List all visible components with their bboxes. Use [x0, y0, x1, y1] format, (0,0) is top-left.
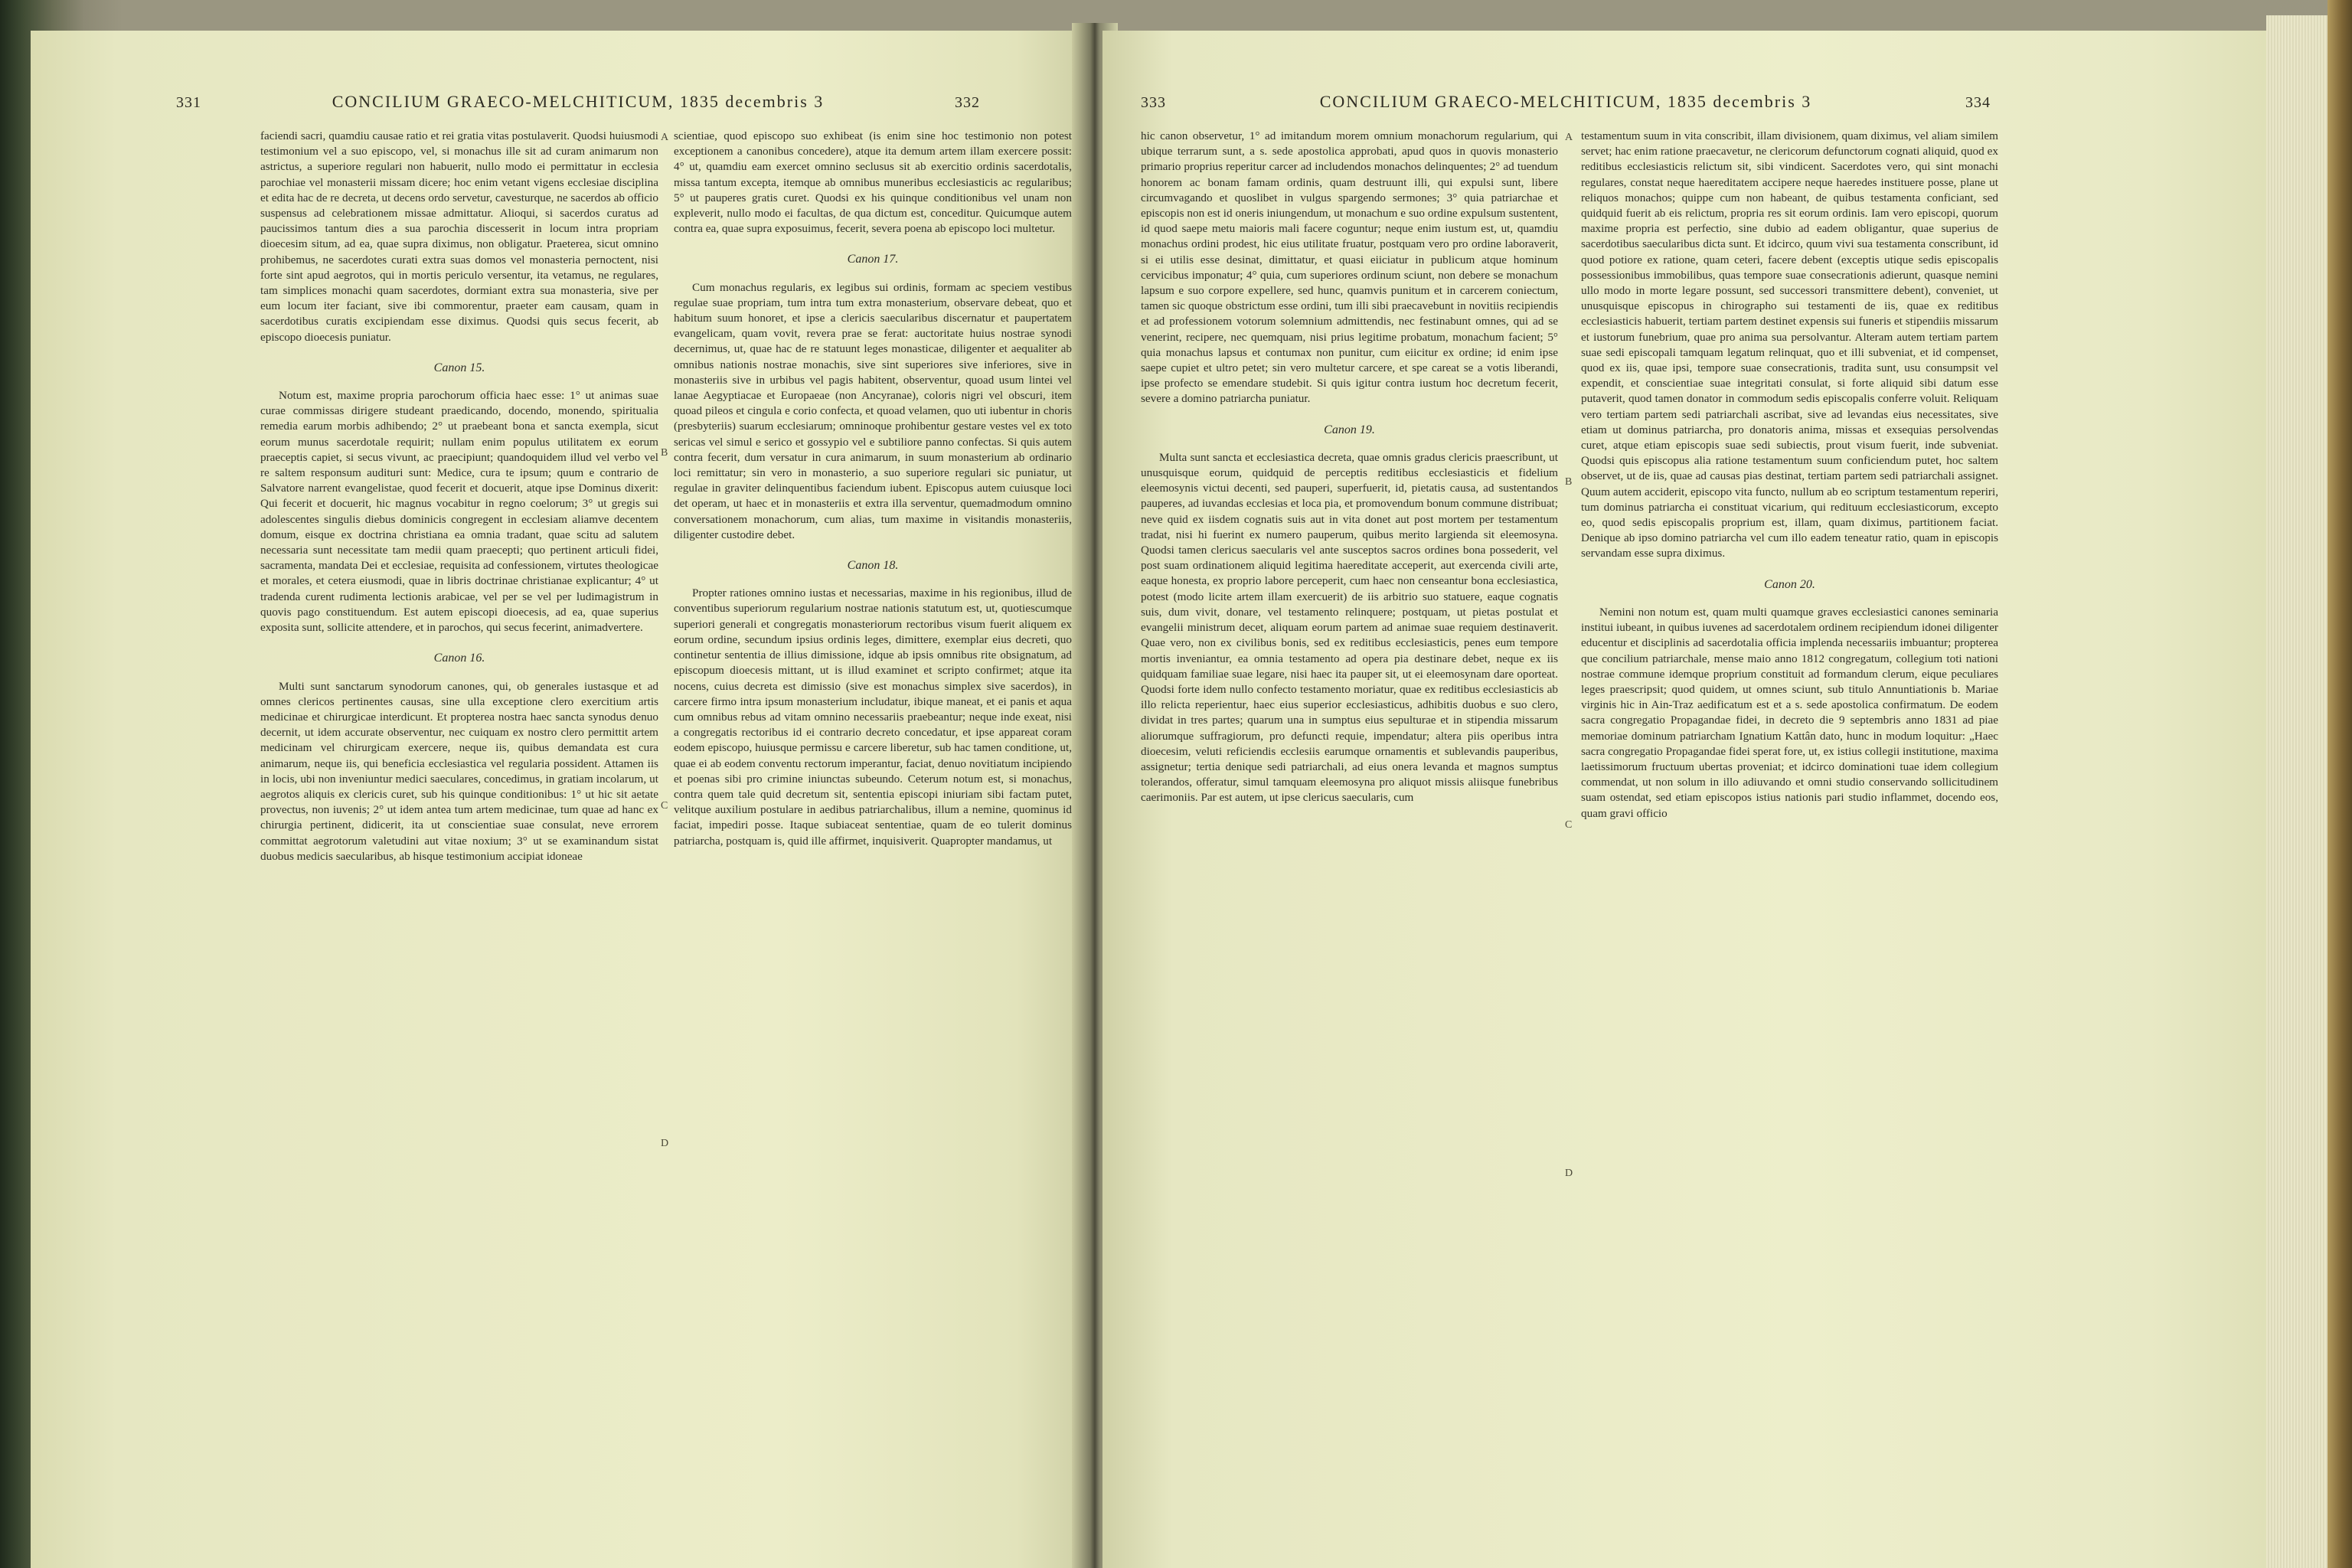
margin-letter-b-left: B: [661, 447, 668, 459]
canon-heading: Canon 17.: [847, 253, 899, 266]
left-page-column-2: [674, 129, 1072, 1568]
canon-heading: Canon 16.: [433, 652, 485, 665]
page-number-331: 331: [176, 94, 201, 111]
canon-heading: Canon 15.: [433, 361, 485, 374]
page-number-334: 334: [1965, 94, 1991, 111]
canon-heading: Canon 19.: [1324, 423, 1375, 436]
body-paragraph: Notum est, maxime propria parochorum officia haec esse: 1° ut animas suae curae commissas dirigere studeant praedicando, docendo, monendo, spiritualia remedia earum morbis adhibendo; 2° ut praebeant bona et sancta exempla, sicut eorum munus sacerdotale requirit; nullam enim populus utilitatem ex eorum praeceptis capiet, si secus vivunt, ac praecipiunt; quandoquidem illud vel verbo vel re saltem responsum audituri sunt: Medice, cura te ipsum; quum e contrario de Salvatore narrent evangelistae, quod fecerit et docuerit, atque ipse Dominus dixerit: Qui fecerit et docuerit, hic magnus vocabitur in regno coelorum; 3° ut gregis sui adolescentes singulis diebus dominicis congregent in ecclesiam aliamve decentem domum, eisque ex doctrina christiana ea omnia tradant, quae scitu ad salutem necessaria sunt necessitate tam medii quam praecepti; quo pertinent articuli fidei, sacramenta, mandata Dei et ecclesiae, requisita ad confessionem, virtutes theologicae et morales, et cetera eiusmodi, quae in libris doctrinae christianae explicantur; 4° ut tradenda curent rudimenta lectionis arabicae, vel per se vel per ludimagistrum in quovis pago constituendum. Est autem episcopi dioecesis, ad ea, quae superius exposita sunt, sollicite attendere, et in parochos, qui secus fecerint, animadvertere.: [260, 389, 658, 635]
body-paragraph: testamentum suum in vita conscribit, illam divisionem, quam diximus, vel aliam similem servet; hac enim ratione praecavetur, ne clericorum defunctorum cognati aliquid, quod ex reditibus ecclesiasticis relictum sit, sibi vindicent. Sacerdotes vero, qui sint monachi regulares, constat neque haereditatem accipere neque haeredes instituere posse, plane ut reliquos monachos; quippe cum non habeant, de quibus testamenta conficiant, sed quidquid fuerit ab eis relictum, propria res sit eorum ordinis. Iam vero episcopi, quorum maxime propria est perfectio, sine dubio ad eadem obligantur, quae superius de sacerdotibus saecularibus dicta sunt. Et idcirco, quum vivi sua testamenta conscribunt, id quod potiore ex ratione, quam ceteri, facere debent (exceptis utique sedis episcopalis possessionibus immobilibus, quas tempore suae consecrationis adierunt, quasque nemini ullo modo in morte legare possunt, sed successori transmittere debent), conveniet, ut unusquisque episcopus in chirographo sui testamenti de iis, quae ex reditibus ecclesiasticis habuerit, tertiam partem destinet expensis sui funeris et stipendiis missarum et iustorum funebrium, quae pro anima sua persolvantur. Alteram autem tertiam partem suae sedi episcopali tamquam legatum relinquat, quo et illi subveniat, et id compenset, quod ex iis, quae ipsi, tempore suae consecrationis, tradita sunt, usu consumpsit vel expendit, et conscientiae suae integritati consulat, si forte aliquid sibi datum esse putaverit, quod tamen donator in commodum sedis episcopalis conferre voluit. Reliquam vero tertiam partem sedi patriarchali ascribat, sive ad levandas eius necessitates, sive etiam ut dominus patriarcha, pro donatoris anima, missas et exsequias persolvendas curet, atque etiam episcopis suae sedi subiectis, prout visum fuerit, inde subveniat. Quodsi quis episcopus alia ratione testamentum suum conficiendum putet, hoc saltem observet, ut de iis, quae ad causas pias destinat, tertiam partem sedi patriarchali assignet. Quum autem acciderit, episcopo vita functo, nullum ab eo scriptum testamentum reperiri, tum dominus patriarcha ei constituat vicarium, qui redituum ecclesiasticorum, excepto eo, quod sedis episcopalis proprium est, illam, quam diximus, partitionem faciat. Denique ab ipso domino patriarcha vel cum illo eadem teneatur ratio, quam in episcopis servandam esse supra diximus.: [1581, 129, 1998, 560]
margin-letter-b-right: B: [1565, 476, 1573, 488]
body-paragraph: faciendi sacri, quamdiu causae ratio et rei gratia vitas postulaverit. Quodsi huiusmodi testimonium vel a suo episcopo, vel, si monachus ille sit ad curam animarum non astrictus, a superiore regulari non habuerit, nullo modo ei permittatur in ecclesia parochiae vel monasterii missam dicere; hoc enim vetant vigens ecclesiae disciplina et edita hac de re decreta, ut decens ordo servetur, cavesturque, ne sacerdos ab officio suspensus ad celebrationem missae admittatur. Alioqui, si sacerdos curatus ad paucissimos tantum dies a sua parochia discesserit in locum intra propriam dioecesim situm, ad ea, quae supra diximus, non obligatur. Praeterea, sicut omnino prohibemus, ne sacerdotes curati extra suas domos vel monasteria pernoctent, nisi forte sint apud aegrotos, qui in mortis periculo versentur, ita vetamus, ne regulares, tam simplices monachi quam sacerdotes, dormiant extra sua monasteria, sive per eum locum iter faciant, sive ibi commorentur, praeter eam causam, quam in sacerdotibus curatis excipiendam esse diximus. Quodsi quis secus fecerit, ab episcopo dioecesis puniatur.: [260, 129, 658, 344]
canon-heading: Canon 20.: [1764, 577, 1815, 591]
margin-letter-a-left: A: [661, 132, 669, 143]
right-page-column-2: [1581, 129, 1998, 1568]
margin-letter-d-left: D: [661, 1138, 669, 1149]
right-page-header: [1141, 92, 1991, 122]
page-number-332: 332: [955, 94, 980, 111]
body-paragraph: Cum monachus regularis, ex legibus sui ordinis, formam ac speciem vestibus regulae suae propriam, tum intra tum extra monasterium, observare debeat, quo et habitum suum honoret, et ipse a clericis saecularibus discernatur et paupertatem evangelicam, quam vovit, revera prae se ferat: auctoritate huius nostrae synodi decernimus, ut, quae hac de re statuunt leges monasticae, diligenter et aequaliter ab omnibus nationis nostrae monachis, sive sint superiores sive inferiores, sive in monasteriis sive in urbibus vel pagis habitent, observentur, quoad usum lintei vel lanae Aegyptiacae et Europaeae (non Ancyranae), coloris nigri vel obscuri, item quoad pileos et cingula e corio confecta, et quoad velamen, quo uti iubentur in choris (presbyteriis) suarum ecclesiarum; omninoque prohibentur gestare vestes vel ex toto sericas vel simul e serico et gossypio vel e subtiliore panno confectas. Si quis autem contra fecerit, dum versatur in cura animarum, in suum monasterium ab ordinario loci remittatur; sin vero in monasterio, a suo superiore regulari sic puniatur, ut regulae in graviter delinquentibus faciendum iubent. Episcopus autem cuiusque loci det operam, ut haec et in monasteriis et extra illa serventur, quemadmodum omnino conversationem monachorum, cum alias, tum maxime in visitandis monasteriis, diligenter custodire debet.: [674, 280, 1072, 541]
running-title-right: CONCILIUM GRAECO-MELCHITICUM, 1835 decembris 3: [1319, 92, 1812, 111]
body-paragraph: Propter rationes omnino iustas et necessarias, maxime in his regionibus, illud de conventibus superiorum regularium nostrae nationis statutum est, ut, quotiescumque superiori generali et congregatis monasteriorum rectoribus visum fuerit aliquem ex eorum ordine, secundum ipsius ordinis leges, dimittere, exemplar eius decreti, quo continetur sententia de illius dimissione, idque ab ipsis omnibus rite obsignatum, ad episcopum dioecesis mittant, ut is illud examinet et scripto confirmet; atque ita nocens, cuius decreta est dimissio (sive est monachus simplex sive sacerdos), in carcere firmo intra ipsum monasterium includatur, ibique maneat, et ei panis et aqua cum omnibus rebus ad vitam omnino necessariis praebeantur; neque inde exeat, nisi a congregatis rectoribus id ei contrario decreto concedatur, et ipse appareat coram eodem episcopo, huiusque permissu e carcere liberetur, sub hac tamen conditione, ut, quae ei ab eodem conventu rectorum imperantur, faciat, denuo novitiatum incipiendo et poenas sibi pro crimine iniunctas subeundo. Ceterum notum est, si monachus, contra quem tale quid decretum sit, sententia episcopi iniuriam sibi factam putet, velitque auxilium postulare in aedibus patriarchalibus, illum a nemine, quominus id faciat, impediri posse. Itaque subiaceat sententiae, quam de eo tulerit dominus patriarcha, postquam is, quid ille affirmet, inquisiverit. Quapropter mandamus, ut: [674, 586, 1072, 848]
running-title-left: CONCILIUM GRAECO-MELCHITICUM, 1835 decembris 3: [332, 92, 825, 111]
left-page-header: [176, 92, 980, 122]
margin-letter-c-left: C: [661, 800, 668, 812]
body-paragraph: Multi sunt sanctarum synodorum canones, qui, ob generales iustasque et ad omnes clericos pertinentes causas, sine ulla exceptione clero exercitium artis medicinae et chirurgicae interdicunt. Et propterea nostra haec sancta synodus denuo decernit, ut idem accurate observentur, nec cuiquam ex nostro clero permittit artem medicinam vel chirurgicam exercere, neque iis, quibus demandata est cura animarum, neque iis, qui beneficia ecclesiastica vel regularia possident. Attamen iis in locis, ubi non inveniuntur medici saeculares, concedimus, in gratiam incolarum, ut aegrotos aliquis ex clericis curet, sub his quinque conditionibus: 1° ut hic sit aetate provectus, non iuvenis; 2° ut idem antea tum artem medicinae, tum quae ad hanc ex chirurgia pertinent, didicerit, ita ut conscientiae suae consulat, neve errorem committat aegrotorum valetudini aut vitae noxium; 3° ut se examinandum sistat duobus medicis saecularibus, ab hisque testimonium accipiat idoneae: [260, 679, 658, 863]
margin-letter-c-right: C: [1565, 819, 1573, 831]
right-page-column-1: [1141, 129, 1558, 1568]
book-cover-edge: [2328, 0, 2352, 1568]
left-page: [31, 31, 1102, 1568]
page-number-333: 333: [1141, 94, 1166, 111]
margin-letter-a-right: A: [1565, 132, 1573, 143]
body-paragraph: Multa sunt sancta et ecclesiastica decreta, quae omnis gradus clericis praescribunt, ut unusquisque eorum, quidquid de perceptis reditibus ecclesiasticis et fidelium eleemosynis victui decenti, sed pauperi, superfuerit, id, pietatis causa, ad sustentandos pauperes, ad iuvandas ecclesias et loca pia, et promovendum bonum commune distribuat; neve quid ex iisdem cognatis suis aut in vita donet aut post mortem per testamentum tradat, nisi hi fuerint ex numero pauperum, quibus merito largienda sit eleemosyna. Quodsi tamen clericus saecularis vel ante susceptos sacros ordines bona possederit, vel post suam ordinationem aliquid legitima haereditate acceperit, aut exercenda civili arte, eaque honesta, ex proprio labore perceperit, cum haec non censeantur bona ecclesiastica, potest (modo licite artem illam exercuerit) de iis arbitrio suo statuere, eaque cognatis suis, dum vivit, donare, vel testamento relinquere; postquam, ut pietas postulat et evangelii ministrum decet, aliquam eorum partem ad animae suae requiem destinaverit. Quae vero, non ex civilibus bonis, sed ex reditibus ecclesiasticis, penes eum tempore mortis inveniantur, ea omnia testamento ad opera pia destinare debet, neque ex iis quidquam familiae suae legare, nisi haec ita pauper sit, ut ei eleemosynam dare oporteat. Quodsi forte idem nullo confecto testamento moriatur, quae ex reditibus ecclesiasticis ab illo relicta reperientur, haec eius superior ecclesiasticus, adhibitis duobus e suo clero, dividat in tres partes; quarum una in sumptus eius sepulturae et in stipendia missarum aliorumque suffragiorum, pro defuncti requie, impendatur; altera piis operibus intra dioecesim, veluti reficiendis ecclesiis earumque ornamentis et sublevandis pauperibus, assignetur; tertia denique sedi patriarchali, ad eius onera levanda et magnos sumptus tolerandos, offeratur, simul tamquam eleemosyna pro aliquot missis aliisque funebribus caerimoniis. Par est autem, ut ipse clericus saecularis, cum: [1141, 450, 1558, 805]
right-page: [1102, 31, 2266, 1568]
margin-letter-d-right: D: [1565, 1168, 1573, 1179]
canon-heading: Canon 18.: [847, 559, 899, 573]
body-paragraph: hic canon observetur, 1° ad imitandum morem omnium monachorum regularium, qui ubique terrarum sunt, a s. sede apostolica approbati, apud quos in quovis monasterio primario proprius reperitur carcer ad includendos monachos delinquentes; 2° ad tuendum honorem ac bonam famam ordinis, quam destruunt illi, qui expulsi sunt, libere circumvagando et quoslibet in vulgus spargendo sermones; 3° quia patriarchae et episcopis non est id oneris iniungendum, ut monachum e suo ordine expulsum sustentent, id quod saepe metu maioris mali facere coguntur; neque enim iustum est, ut, quamdiu monachus ordini prodest, hic eius utilitate fruatur, postquam vero pro ordine laboraverit, si ei utilis esse desinat, dimittatur, et quasi eiiciatur in publicum atque hominum cervicibus imponatur; 4° quia, cum superiores ordinum sciunt, non debere se monachum lapsum e suo corpore expellere, sed hunc, quamvis punitum et in carcerem coniectum, tamen sic quoque obstrictum esse ordini, tum illi sibi praecavebunt in novitiis recipiendis et ad professionem votorum solemnium admittendis, nec festinabunt omnes, qui ad se venerint, recipere, nec quemquam, nisi prius legitime probatum, monachum facient; 5° quia monachus lapsus et contumax non punitur, cum eiicitur ex ordine; id enim ipse saepe cupiet et ultro petet; sin vero multetur carcere, et spe careat se a votis liberandi, ipse profecto se emendare studebit. Si quis igitur contra iustum hoc decretum fecerit, severe a domino patriarcha puniatur.: [1141, 129, 1558, 406]
body-paragraph: Nemini non notum est, quam multi quamque graves ecclesiastici canones seminaria institui iubeant, in quibus iuvenes ad sacerdotalem ordinem recipiendum idonei diligenter educentur et disciplinis ad sacerdotalia officia implenda necessariis imbuantur; propterea que concilium patriarchale, mense maio anno 1812 congregatum, collegium toti nationi nostrae commune idemque proprium constituit ad formandum clerum, eique peculiares leges praescripsit; quod quidem, ut omnes sciunt, sub titulo Annuntiationis b. Mariae virginis hic in Ain-Traz aedificatum est et a s. sede apostolica confirmatum. De eodem sacra congregatio Propagandae fidei, in decreto die 9 septembris anno 1831 ad piae memoriae dominum patriarcham Ignatium Kattân dato, hunc in modum loquitur: „Haec sacra congregatio Propagandae fidei sperat fore, ut, ex istius collegii institutione, maxima laetissimorum fructuum ubertas proveniat; et idcirco dominationi tuae idem collegium commendat, ut non solum in illo adiuvando et omni studio conservando sollicitudinem suam ostendat, sed etiam episcopos istius nationis pari studio inflammet, docendo eos, quam gravi officio: [1581, 605, 1998, 820]
left-page-column-1: [260, 129, 658, 1568]
body-paragraph: scientiae, quod episcopo suo exhibeat (is enim sine hoc testimonio non potest exceptionem a canonibus concedere), atque ita demum artem illam exercere possit: 4° ut, quamdiu eam exercet omnino seclusus sit ab exercitio ordinis sacerdotalis, missa tantum excepta, itemque ab omnibus muneribus ecclesiasticis ac regularibus; 5° ut pauperes gratis curet. Quodsi ex his quinque conditionibus vel unam non expleverit, nullo modo ei facultas, de qua dictum est, conceditur. Quicumque autem contra ea, quae supra exposuimus, fecerit, severa poena ab episcopo loci multetur.: [674, 129, 1072, 236]
